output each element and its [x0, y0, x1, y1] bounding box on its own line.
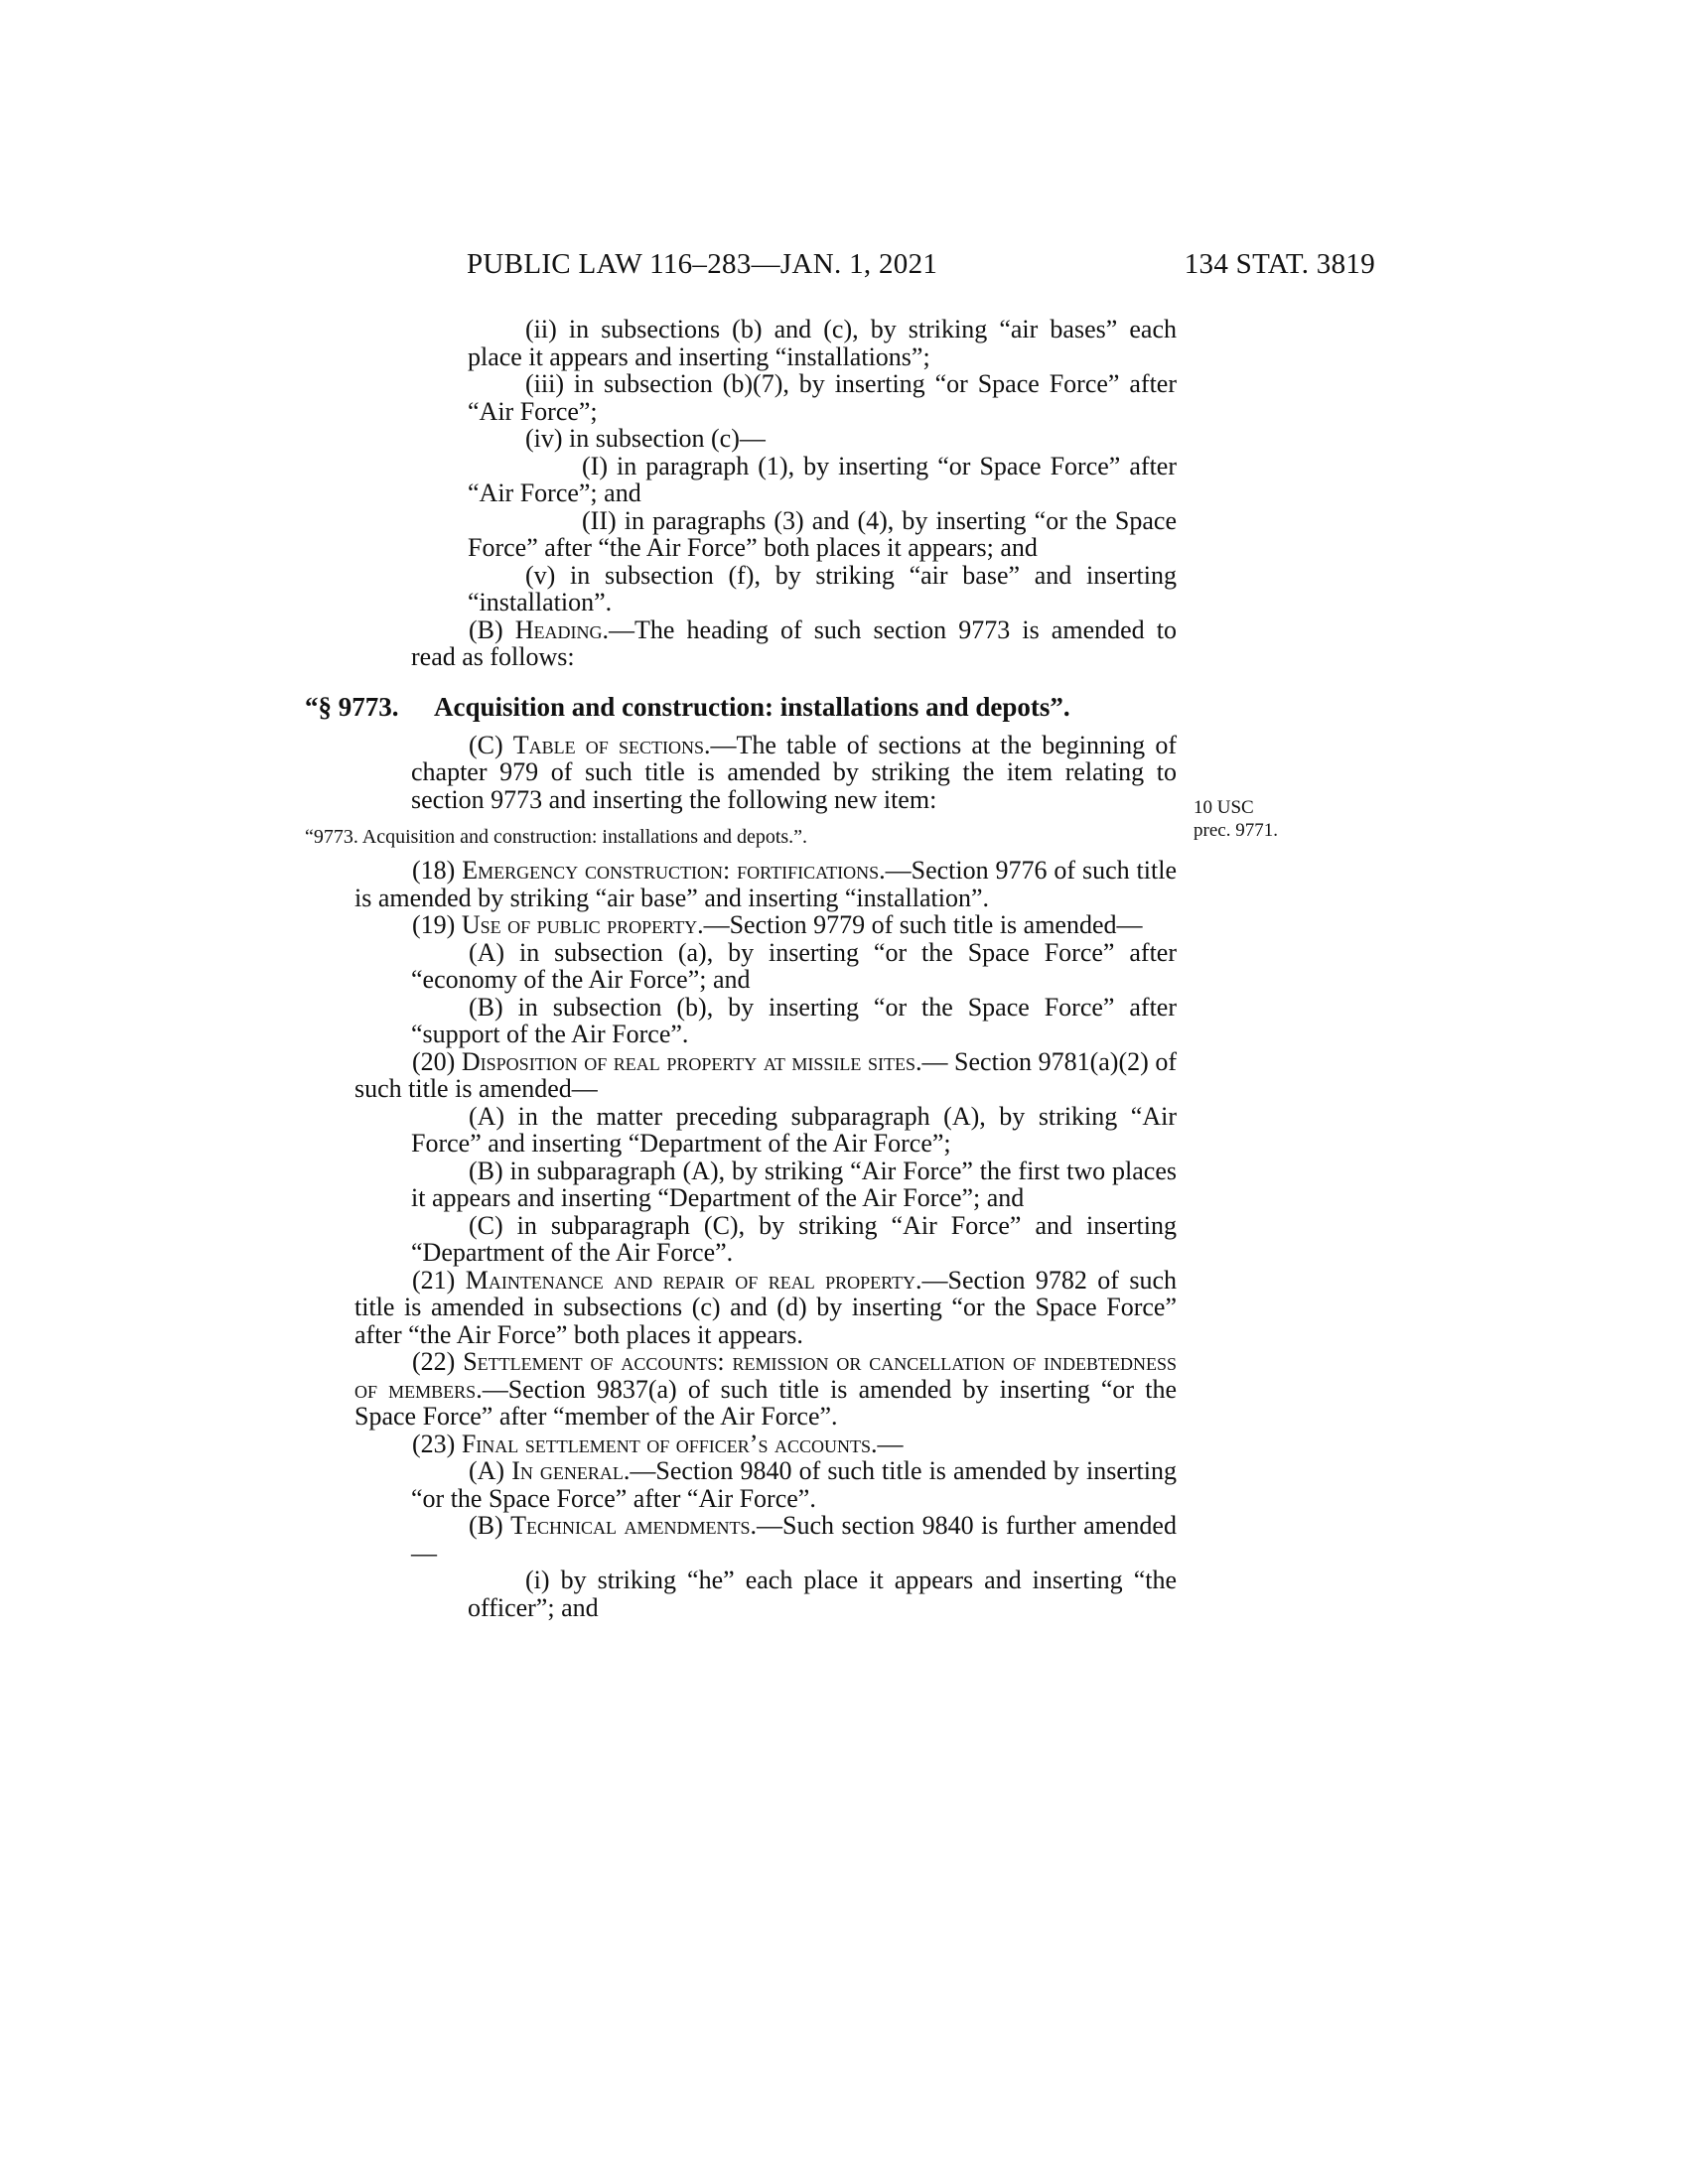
subparagraph-heading: Table of sections: [512, 730, 704, 759]
paragraph-20-B: (B) in subparagraph (A), by striking “Air Force” the first two places it appears and inserting “Department of the Air Force”; and: [411, 1156, 1177, 1212]
paragraph-21: [354, 1267, 1177, 1349]
subparagraph-label: (C): [469, 730, 513, 759]
subparagraph-heading: In general: [511, 1456, 624, 1485]
table-of-sections-item: “9773. Acquisition and construction: installations and depots.”.: [305, 826, 808, 848]
subparagraph-text: .—The heading of such section 9773 is amended to read as follows:: [411, 614, 1177, 671]
paragraph-heading: Settlement of accounts: remission or cancellation of indebtedness of members: [354, 1347, 1177, 1404]
subparagraph-heading: Heading: [514, 614, 603, 644]
paragraph-text: .—Section 9782 of such title is amended in subsections (c) and (d) by inserting “or the Space Force” after “the Air Force” both places it appears.: [354, 1265, 1177, 1349]
subparagraph-heading: Technical amendments: [510, 1511, 751, 1540]
law-citation: PUBLIC LAW 116–283—JAN. 1, 2021: [467, 248, 938, 280]
paragraph-19: [354, 911, 1177, 939]
subparagraph-label: (B): [469, 614, 515, 644]
paragraph-label: (22): [412, 1347, 464, 1376]
running-header: [467, 248, 1375, 288]
paragraph-label: (21): [412, 1265, 466, 1295]
clause-iv: (iv) in subsection (c)—: [525, 424, 766, 453]
subparagraph-B-heading: [354, 616, 1177, 671]
paragraph-23-B: [354, 1512, 1177, 1567]
paragraph-heading: Emergency construction: fortifications: [462, 856, 880, 885]
subclause-iv-II: (II) in paragraphs (3) and (4), by inserting “or the Space Force” after “the Air Force” both places it appears; and: [468, 505, 1177, 562]
clause-v: (v) in subsection (f), by striking “air base” and inserting “installation”.: [468, 560, 1177, 616]
subparagraph-C-table-of-sections: [354, 732, 1177, 814]
paragraph-text: .—Section 9776 of such title is amended by striking “air base” and inserting “installation”.: [354, 856, 1177, 912]
section-title: Acquisition and construction: installations and depots”.: [434, 691, 1070, 722]
paragraph-23-A: [354, 1457, 1177, 1512]
subparagraph-text: .—Such section 9840 is further amended—: [411, 1511, 1177, 1568]
paragraph-label: (23): [412, 1429, 462, 1458]
paragraph-heading: Final settlement of officer’s accounts: [461, 1429, 871, 1458]
clause-ii: (ii) in subsections (b) and (c), by striking “air bases” each place it appears and inserting “installations”;: [468, 315, 1177, 371]
paragraph-label: (19): [412, 910, 462, 939]
paragraph-20: [354, 1048, 1177, 1103]
paragraph-18: [354, 857, 1177, 911]
page-body: [305, 315, 1177, 1622]
paragraph-text: .—: [870, 1429, 904, 1458]
paragraph-heading: Maintenance and repair of real property: [465, 1265, 916, 1295]
paragraph-text: .— Section 9781(a)(2) of such title is amended—: [354, 1046, 1177, 1103]
paragraph-22: [354, 1348, 1177, 1431]
paragraph-label: (20): [412, 1046, 462, 1076]
paragraph-19-B: (B) in subsection (b), by inserting “or the Space Force” after “support of the Air Force”.: [411, 992, 1177, 1048]
subparagraph-text: .—Section 9840 of such title is amended by inserting “or the Space Force” after “Air Force”.: [411, 1456, 1177, 1513]
clause-iii: (iii) in subsection (b)(7), by inserting “or Space Force” after “Air Force”;: [468, 369, 1177, 426]
subparagraph-label: (B): [469, 1511, 511, 1540]
margin-note: [1194, 796, 1278, 842]
paragraph-20-C: (C) in subparagraph (C), by striking “Air Force” and inserting “Department of the Air Force”.: [411, 1210, 1177, 1267]
subparagraph-label: (A): [469, 1456, 512, 1485]
paragraph-heading: Use of public property: [461, 910, 698, 939]
paragraph-20-A: (A) in the matter preceding subparagraph (A), by striking “Air Force” and inserting “Department of the Air Force”;: [411, 1101, 1177, 1158]
stat-page-number: 134 STAT. 3819: [1184, 248, 1375, 280]
paragraph-23: [354, 1431, 1177, 1458]
subclause-iv-I: (I) in paragraph (1), by inserting “or Space Force” after “Air Force”; and: [468, 451, 1177, 507]
paragraph-text: .—Section 9779 of such title is amended—: [697, 910, 1143, 939]
margin-note-line-1: 10 USC: [1194, 797, 1254, 818]
section-number: “§ 9773.: [305, 691, 399, 722]
paragraph-text: .—Section 9837(a) of such title is amended by inserting “or the Space Force” after “member of the Air Force”.: [354, 1374, 1177, 1431]
margin-note-line-2: prec. 9771.: [1194, 820, 1278, 841]
paragraph-19-A: (A) in subsection (a), by inserting “or the Space Force” after “economy of the Air Force”; and: [411, 937, 1177, 994]
subparagraph-text: .—The table of sections at the beginning of chapter 979 of such title is amended by striking the item relating to section 9773 and inserting the following new item:: [411, 730, 1177, 814]
paragraph-heading: Disposition of real property at missile sites: [461, 1046, 915, 1076]
paragraph-label: (18): [412, 856, 463, 885]
paragraph-23-B-i: (i) by striking “he” each place it appears and inserting “the officer”; and: [468, 1566, 1177, 1622]
section-heading: [305, 693, 1177, 722]
